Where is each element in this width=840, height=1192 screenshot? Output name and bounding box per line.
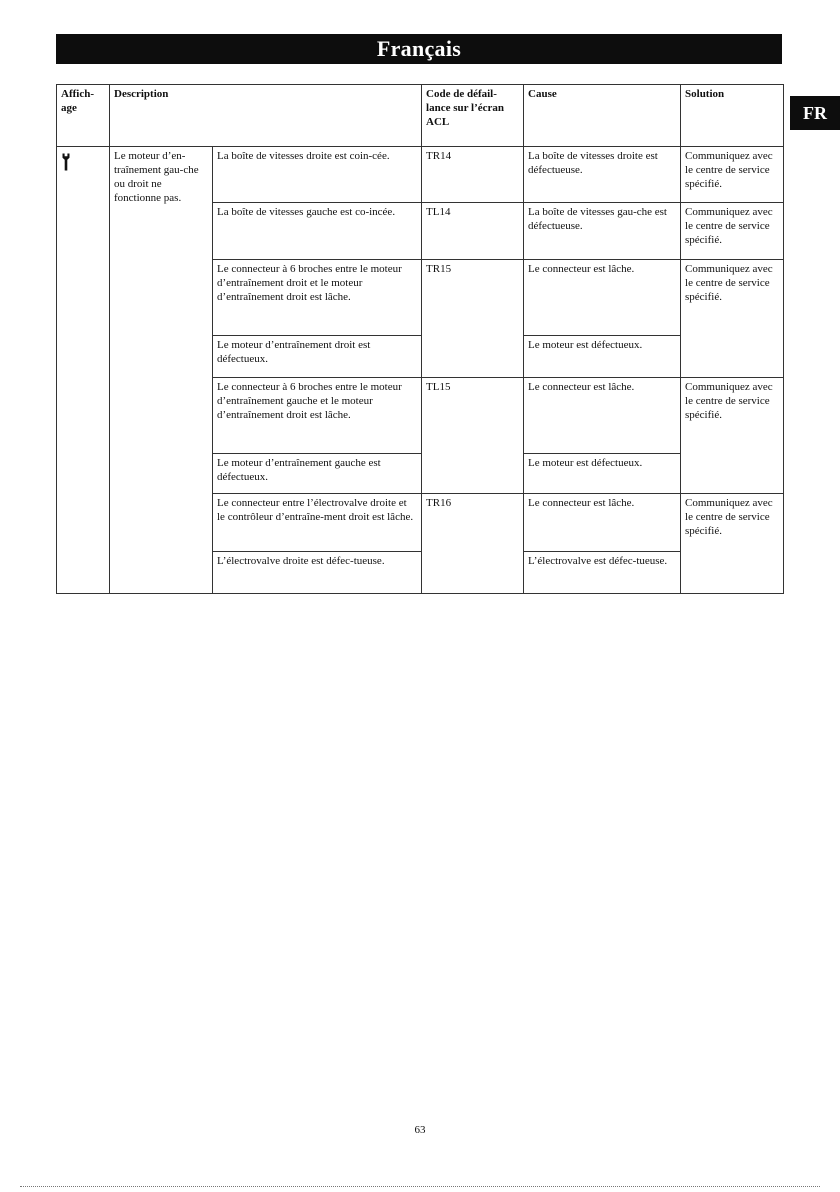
header-solution: Solution xyxy=(681,85,784,147)
header-cause: Cause xyxy=(524,85,681,147)
section-banner xyxy=(56,34,782,64)
code-cell: TR14 xyxy=(422,147,524,203)
detail-cell: Le moteur d’entraînement gauche est défectueux. xyxy=(213,454,422,494)
code-cell: TL15 xyxy=(422,378,524,494)
solution-cell: Communiquez avec le centre de service spécifié. xyxy=(681,378,784,494)
display-cell xyxy=(57,147,110,594)
cause-cell: Le moteur est défectueux. xyxy=(524,336,681,378)
cause-cell: Le moteur est défectueux. xyxy=(524,454,681,494)
solution-cell: Communiquez avec le centre de service spécifié. xyxy=(681,147,784,203)
cause-cell: La boîte de vitesses droite est défectueuse. xyxy=(524,147,681,203)
detail-cell: Le connecteur à 6 broches entre le moteur d’entraînement gauche et le moteur d’entraînement droit est lâche. xyxy=(213,378,422,454)
cause-cell: L’électrovalve est défec-tueuse. xyxy=(524,552,681,594)
cause-cell: La boîte de vitesses gau-che est défectueuse. xyxy=(524,203,681,260)
cause-cell: Le connecteur est lâche. xyxy=(524,378,681,454)
detail-cell: L’électrovalve droite est défec-tueuse. xyxy=(213,552,422,594)
cause-cell: Le connecteur est lâche. xyxy=(524,260,681,336)
language-tab xyxy=(790,96,840,130)
cause-cell: Le connecteur est lâche. xyxy=(524,494,681,552)
detail-cell: Le connecteur à 6 broches entre le moteur d’entraînement droit et le moteur d’entraînement droit est lâche. xyxy=(213,260,422,336)
solution-cell: Communiquez avec le centre de service spécifié. xyxy=(681,260,784,378)
detail-cell: La boîte de vitesses droite est coin-cée. xyxy=(213,147,422,203)
solution-cell: Communiquez avec le centre de service spécifié. xyxy=(681,494,784,594)
code-cell: TR16 xyxy=(422,494,524,594)
detail-cell: Le connecteur entre l’électrovalve droite et le contrôleur d’entraîne-ment droit est lâche. xyxy=(213,494,422,552)
header-code: Code de défail-lance sur l’écran ACL xyxy=(422,85,524,147)
wrench-icon xyxy=(62,153,70,171)
table-header-row xyxy=(57,85,784,147)
detail-cell: Le moteur d’entraînement droit est défectueux. xyxy=(213,336,422,378)
solution-cell: Communiquez avec le centre de service spécifié. xyxy=(681,203,784,260)
page-number: 63 xyxy=(414,1124,426,1136)
troubleshooting-table xyxy=(56,84,784,594)
header-description: Description xyxy=(110,85,422,147)
header-display: Affich-age xyxy=(57,85,110,147)
problem-cell: Le moteur d’en-traînement gau-che ou droit ne fonctionne pas. xyxy=(110,147,213,594)
section-title: Français xyxy=(376,36,462,61)
bottom-divider xyxy=(20,1186,820,1187)
detail-cell: La boîte de vitesses gauche est co-incée. xyxy=(213,203,422,260)
code-cell: TR15 xyxy=(422,260,524,378)
table-row xyxy=(57,147,784,203)
language-tab-label: FR xyxy=(803,102,827,123)
code-cell: TL14 xyxy=(422,203,524,260)
